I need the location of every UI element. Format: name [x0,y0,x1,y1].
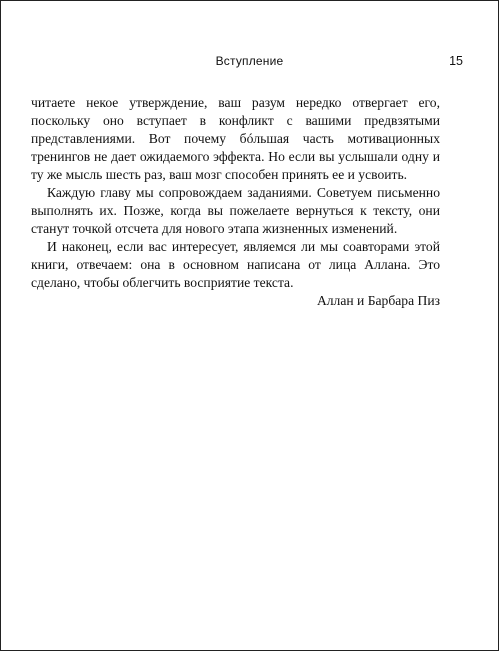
page-number: 15 [449,54,463,68]
paragraph-coauthors: И наконец, если вас интересует, являемся ли мы соавторами этой книги, отвечаем: она в основном написана от лица Аллана. Это сделано, чтобы облегчить восприятие текста. [31,239,440,290]
author-signature: Аллан и Барбара Пиз [316,293,440,308]
paragraph-tasks: Каждую главу мы сопровождаем заданиями. Советуем письменно выполнять их. Позже, когда вы пожелаете вернуться к тексту, они станут точкой отсчета для нового этапа жизненных изменений. [31,185,440,236]
chapter-title: Вступление [215,54,284,68]
running-head [1,54,498,72]
paragraph-continuation: читаете некое утверждение, ваш разум нередко отвергает его, поскольку оно вступает в конфликт с вашими предвзятыми представлениями. Вот почему бóльшая часть мотивационных тренингов не дает ожидаемого эффекта. Но если вы услышали одну и ту же мысль шесть раз, ваш мозг способен принять ее и усвоить. [31,95,440,182]
body-text [31,94,440,310]
